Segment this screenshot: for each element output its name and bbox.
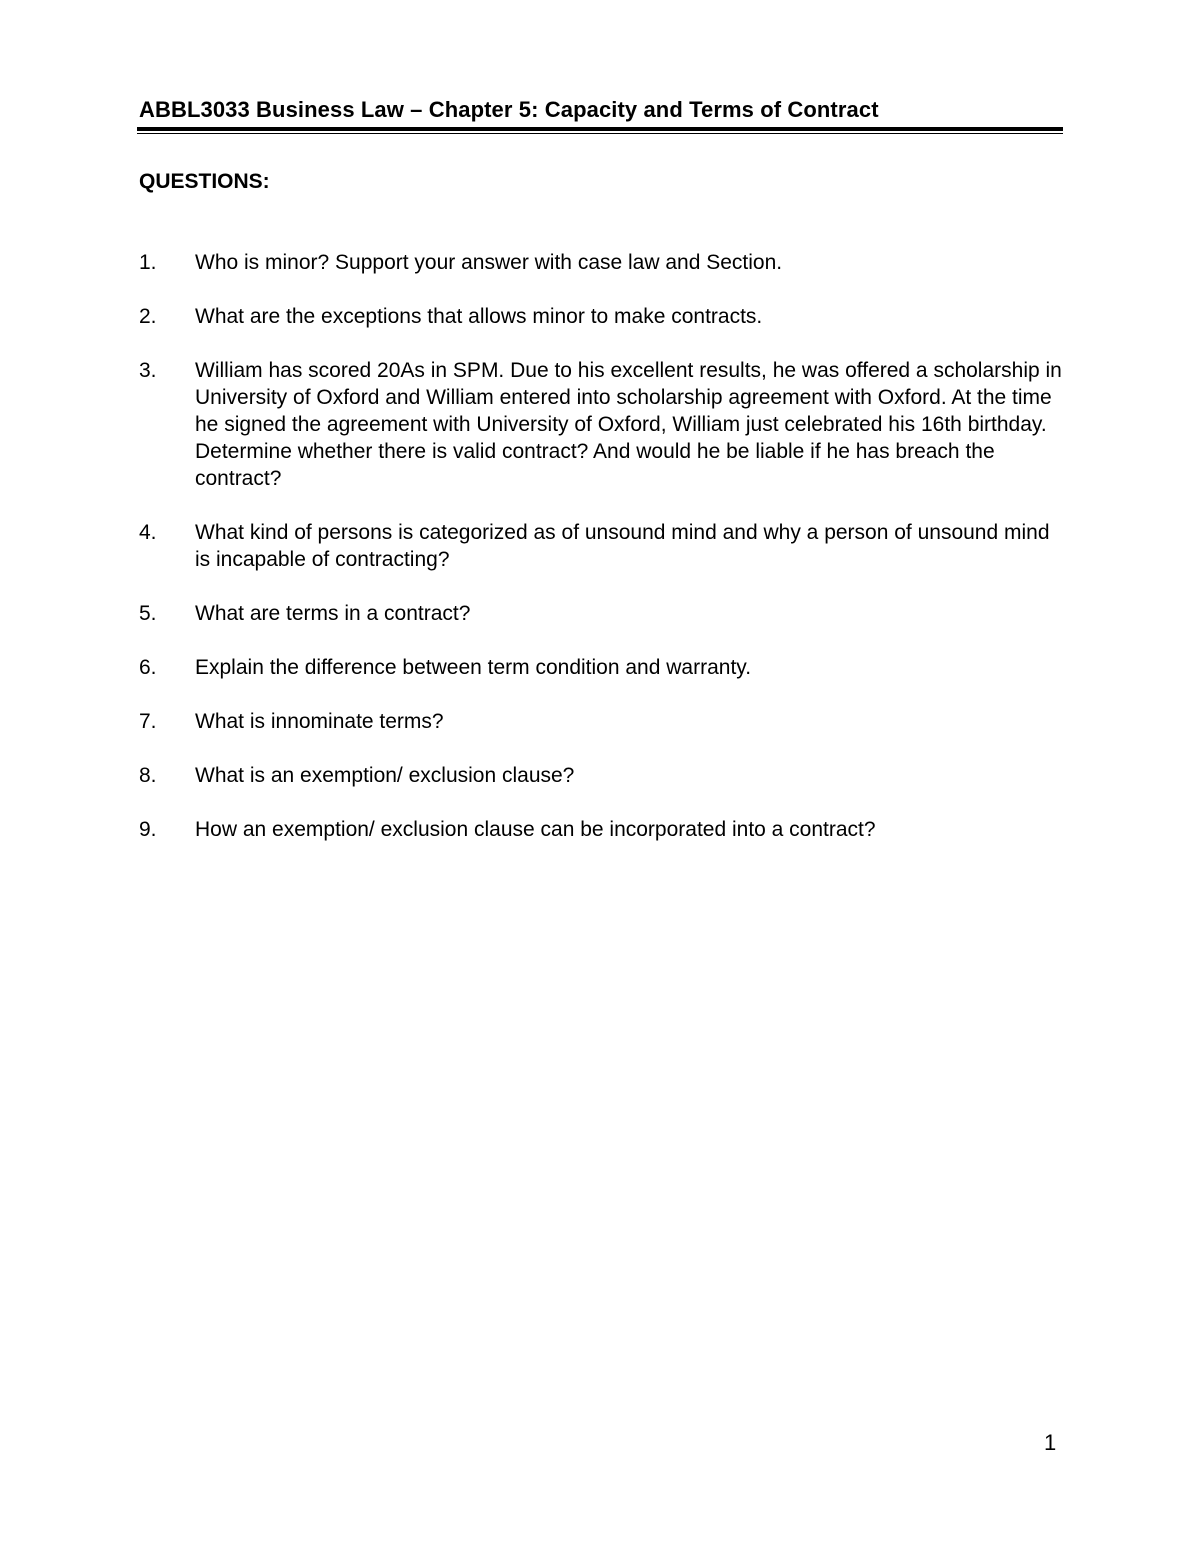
header-rule-thick [137, 127, 1063, 131]
question-text: William has scored 20As in SPM. Due to his excellent results, he was offered a scholarship in University of Oxford and William entered into scholarship agreement with Oxford. At the time he signed the agreement with University of Oxford, William just celebrated his 16th birthday. Determine whether there is valid contract? And would he be liable if he has breach the contract? [195, 359, 1062, 490]
question-number: 5. [139, 602, 157, 625]
question-text: What kind of persons is categorized as of unsound mind and why a person of unsound mind is incapable of contracting? [195, 521, 1050, 571]
question-number: 4. [139, 521, 157, 544]
question-number: 2. [139, 305, 157, 328]
question-number: 6. [139, 656, 157, 679]
question-text: Explain the difference between term condition and warranty. [195, 656, 752, 679]
page-number: 1 [1044, 1430, 1057, 1455]
question-text: What are terms in a contract? [195, 602, 471, 625]
question-number: 9. [139, 818, 157, 841]
question-text: What is an exemption/ exclusion clause? [195, 764, 575, 787]
question-number: 1. [139, 251, 157, 274]
question-text: What is innominate terms? [195, 710, 444, 733]
header-rule-thin [137, 133, 1063, 134]
question-text: What are the exceptions that allows minor to make contracts. [195, 305, 763, 328]
question-text: Who is minor? Support your answer with case law and Section. [195, 251, 783, 274]
question-number: 7. [139, 710, 157, 733]
question-text: How an exemption/ exclusion clause can be incorporated into a contract? [195, 818, 876, 841]
question-number: 3. [139, 359, 157, 382]
document-title: ABBL3033 Business Law – Chapter 5: Capacity and Terms of Contract [139, 97, 879, 122]
questions-heading: QUESTIONS: [139, 170, 270, 193]
question-number: 8. [139, 764, 157, 787]
